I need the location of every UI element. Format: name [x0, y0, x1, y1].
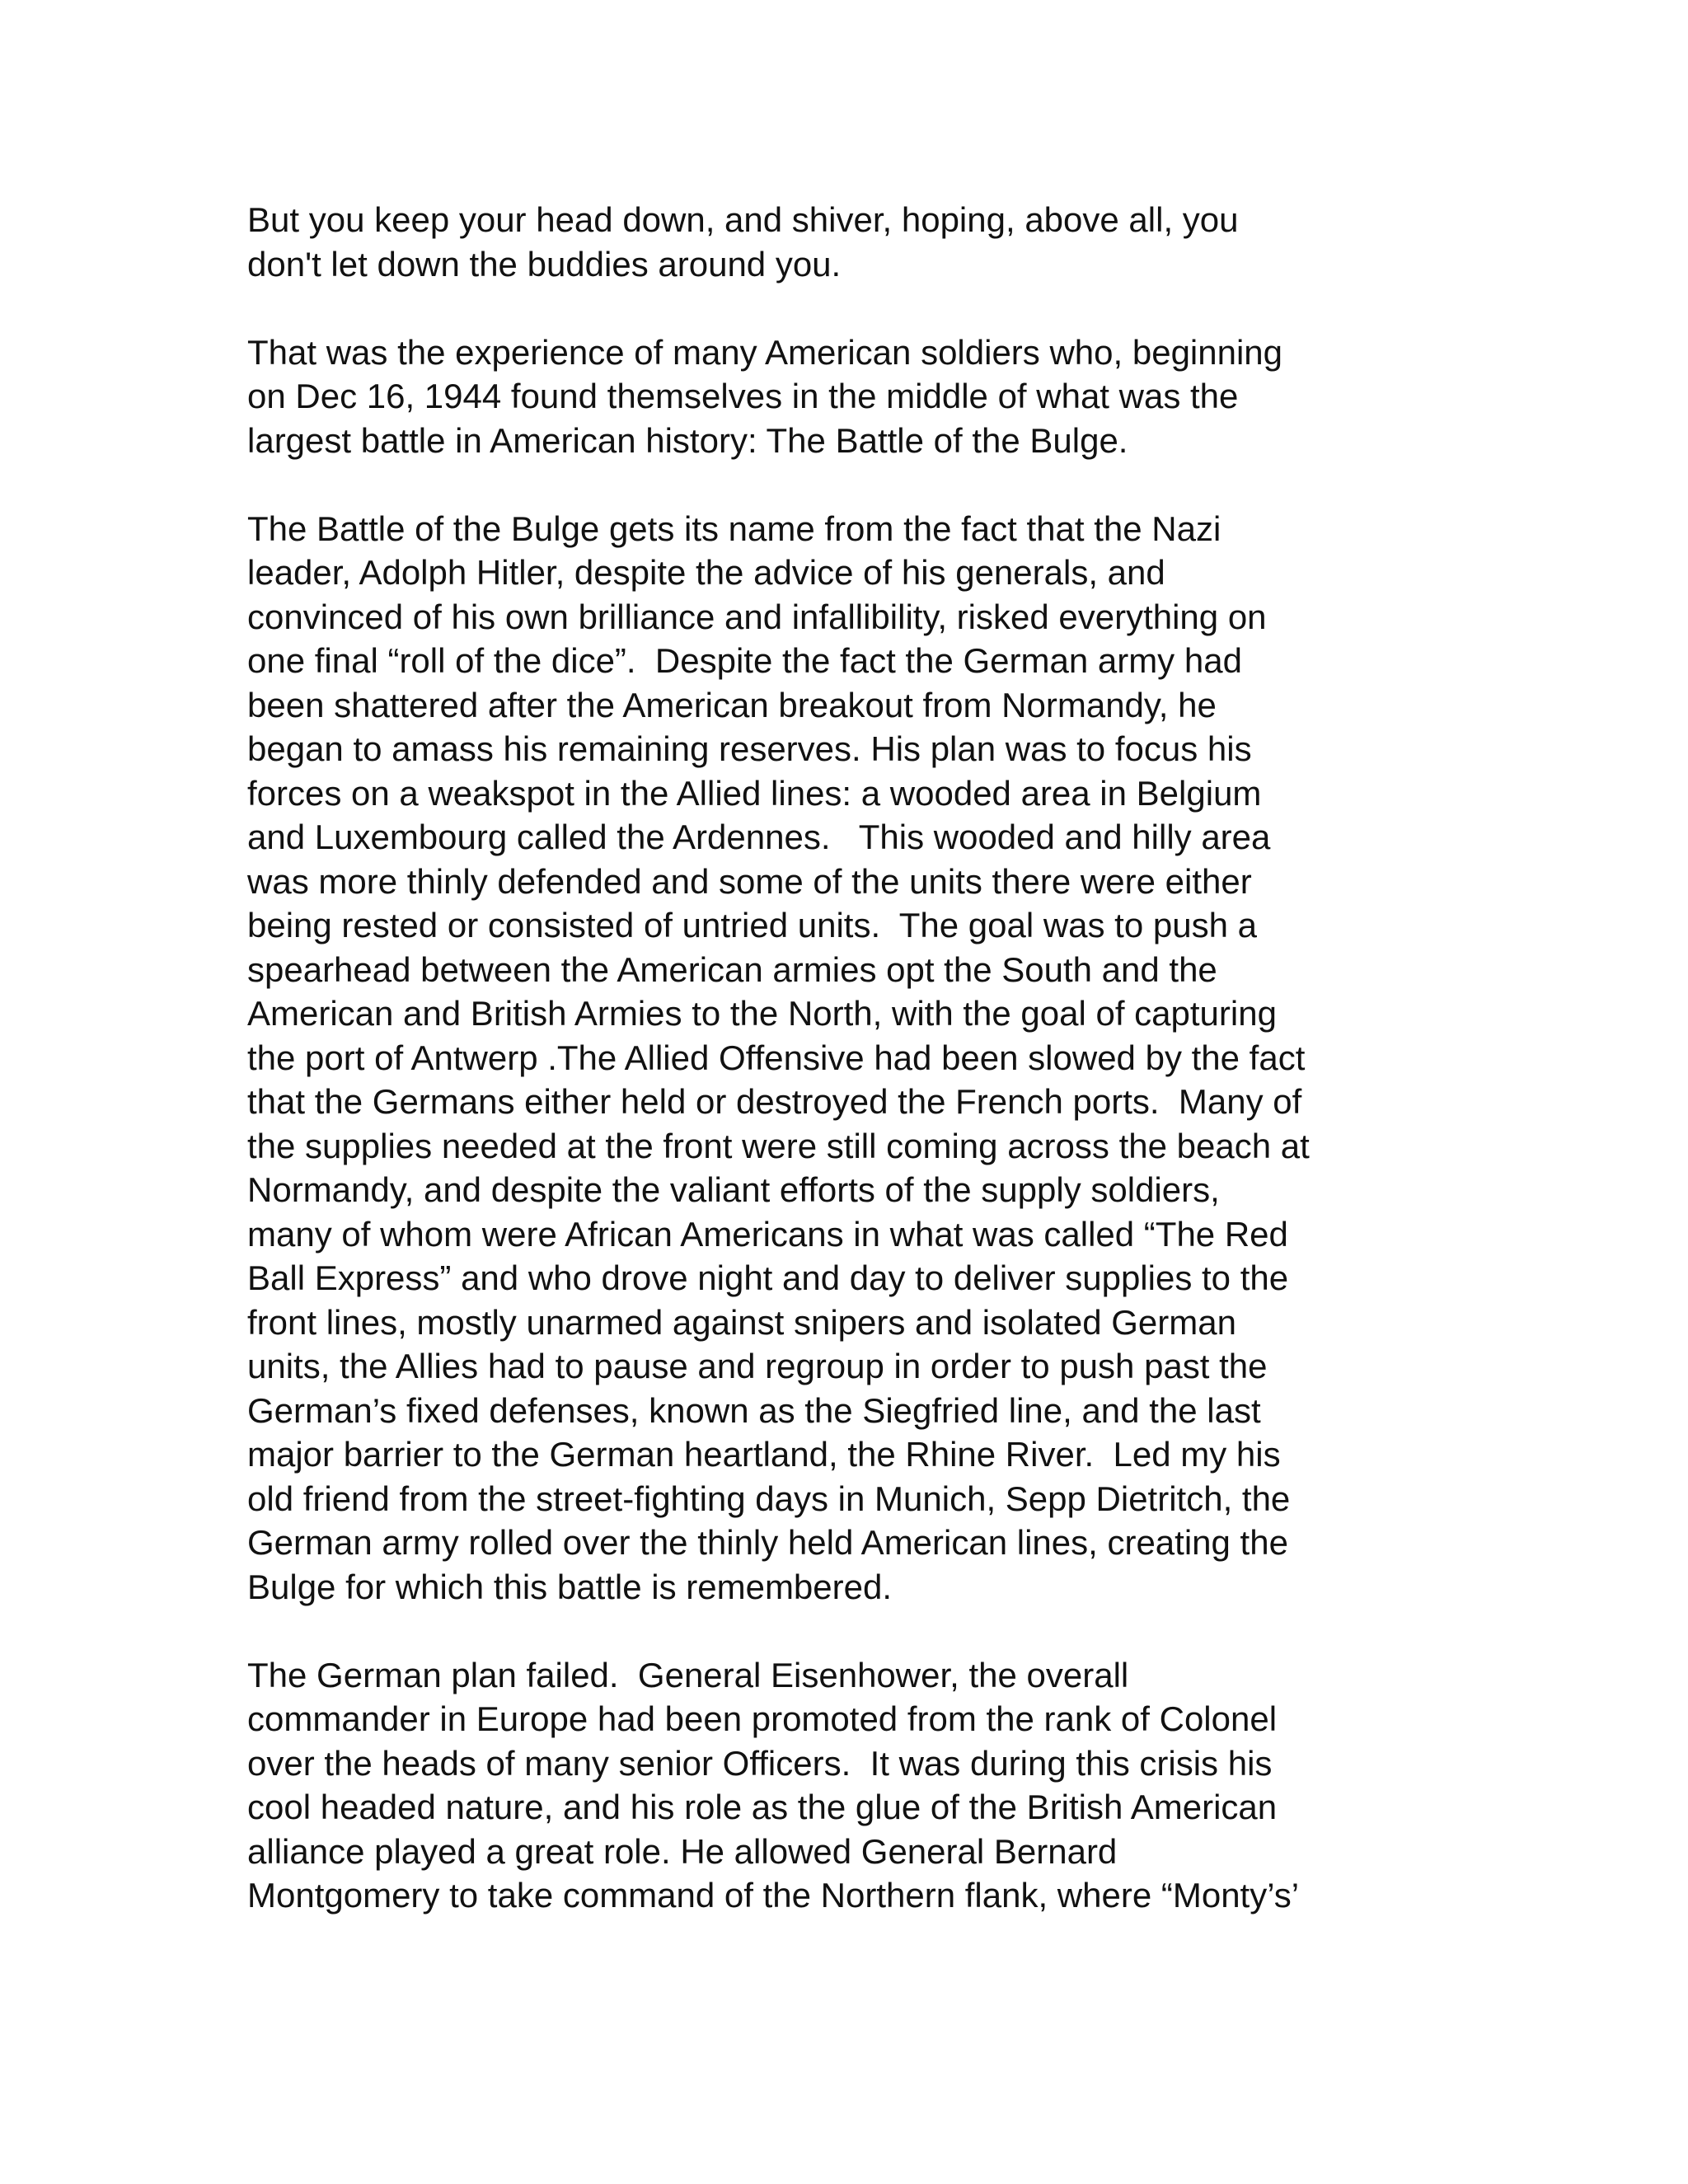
text-line: many of whom were African Americans in what was called “The Red [247, 1214, 1288, 1254]
paragraph-1 [247, 198, 1451, 286]
text-line: don't let down the buddies around you. [247, 244, 842, 284]
text-line: the port of Antwerp .The Allied Offensive had been slowed by the fact [247, 1038, 1306, 1077]
paragraph-2 [247, 330, 1451, 463]
text-line: been shattered after the American breakout from Normandy, he [247, 685, 1217, 724]
text-line: began to amass his remaining reserves. His plan was to focus his [247, 729, 1252, 768]
text-line: front lines, mostly unarmed against snipers and isolated German [247, 1302, 1236, 1342]
text-line: and Luxembourg called the Ardennes. This wooded and hilly area [247, 818, 1271, 856]
text-line: spearhead between the American armies opt the South and the [247, 949, 1217, 989]
text-line: over the heads of many senior Officers. It was during this crisis his [247, 1743, 1273, 1783]
text-line: old friend from the street-fighting days in Munich, Sepp Dietritch, the [247, 1479, 1291, 1518]
text-line: cool headed nature, and his role as the glue of the British American [247, 1788, 1278, 1826]
text-line: But you keep your head down, and shiver, hoping, above all, you [247, 200, 1239, 239]
text-line: The Battle of the Bulge gets its name from the fact that the Nazi [247, 509, 1221, 548]
paragraph-spacer [247, 462, 1451, 507]
text-line: that the Germans either held or destroyed the French ports. Many of [247, 1082, 1302, 1121]
text-line: major barrier to the German heartland, the Rhine River. Led my his [247, 1435, 1281, 1474]
text-line: on Dec 16, 1944 found themselves in the middle of what was the [247, 377, 1239, 415]
text-line: Montgomery to take command of the Northern flank, where “Monty’s’ [247, 1876, 1300, 1915]
text-line: was more thinly defended and some of the units there were either [247, 861, 1252, 901]
text-line: alliance played a great role. He allowed General Bernard [247, 1831, 1118, 1871]
text-line: being rested or consisted of untried units. The goal was to push a [247, 906, 1257, 944]
text-line: Normandy, and despite the valiant efforts of the supply soldiers, [247, 1170, 1220, 1209]
text-line: convinced of his own brilliance and infallibility, risked everything on [247, 597, 1267, 636]
text-line: German’s fixed defenses, known as the Siegfried line, and the last [247, 1390, 1261, 1430]
text-line: commander in Europe had been promoted from the rank of Colonel [247, 1699, 1278, 1738]
document-body [247, 198, 1451, 1918]
paragraph-3 [247, 507, 1451, 1610]
paragraph-spacer [247, 1609, 1451, 1653]
text-line: Ball Express” and who drove night and day to deliver supplies to the [247, 1258, 1289, 1297]
text-line: That was the experience of many American soldiers who, beginning [247, 332, 1283, 372]
paragraph-4 [247, 1653, 1451, 1918]
text-line: units, the Allies had to pause and regroup in order to push past the [247, 1347, 1268, 1385]
text-line: German army rolled over the thinly held American lines, creating the [247, 1523, 1288, 1562]
text-line: American and British Armies to the North, with the goal of capturing [247, 994, 1277, 1033]
text-line: forces on a weakspot in the Allied lines: a wooded area in Belgium [247, 773, 1262, 813]
text-line: the supplies needed at the front were still coming across the beach at [247, 1126, 1310, 1165]
text-line: Bulge for which this battle is remembered. [247, 1567, 893, 1606]
paragraph-spacer [247, 286, 1451, 330]
text-line: leader, Adolph Hitler, despite the advice of his generals, and [247, 553, 1165, 592]
text-line: one final “roll of the dice”. Despite the fact the German army had [247, 641, 1242, 680]
text-line: largest battle in American history: The Battle of the Bulge. [247, 420, 1128, 460]
text-line: The German plan failed. General Eisenhower, the overall [247, 1655, 1129, 1694]
